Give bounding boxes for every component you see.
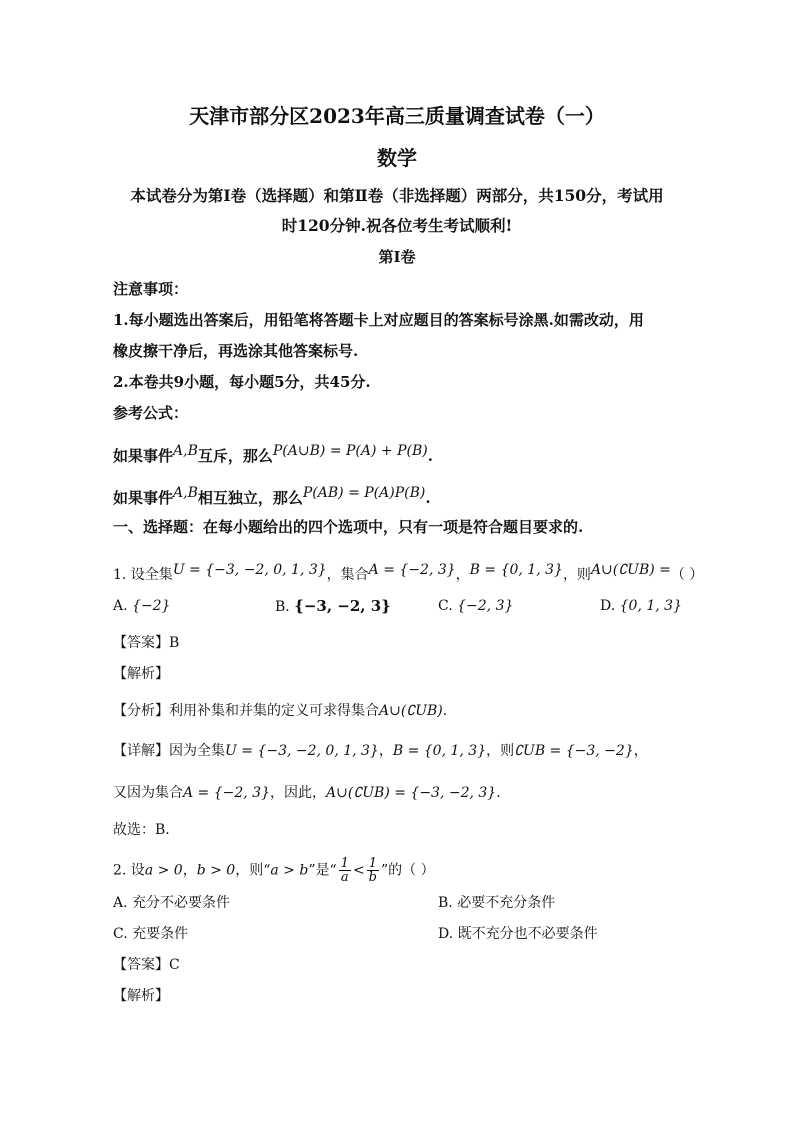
q1-analysis-label: 【解析】	[113, 666, 169, 682]
q2-option-d-label: D.	[438, 926, 454, 942]
q1-answer: 【答案】B	[113, 635, 180, 651]
q1-sep: ，	[455, 567, 470, 583]
q2-option-a-label: A.	[113, 895, 128, 911]
q1-paren: （ ）	[670, 567, 704, 583]
q1-set-a: A = {−2, 3}	[368, 562, 456, 578]
part-title: 第Ⅰ卷	[378, 248, 416, 266]
q1-fenxi-label: 【分析】	[113, 703, 169, 719]
q2-option-b	[438, 893, 555, 913]
formula-1-events: A,B	[173, 443, 198, 459]
q1-line2-mid: ，因此，	[270, 785, 327, 801]
q2-option-a-text: 充分不必要条件	[132, 895, 231, 911]
formula-heading: 参考公式：	[113, 404, 189, 422]
q1-line2-set-a: A = {−2, 3}	[183, 785, 271, 801]
q2-condition-b: b > 0	[196, 862, 236, 879]
q1-xiangjie-then: ，则	[486, 743, 515, 759]
q1-option-b-label: B.	[275, 599, 290, 615]
q1-xiangjie-label: 【详解】	[113, 743, 169, 759]
q1-fenxi: 【分析】利用补集和并集的定义可求得集合A∪(∁UB).	[113, 703, 448, 719]
q1-option-b	[275, 596, 391, 617]
question-2-stem: 2. 设a > 0，b > 0，则“a > b”是“ $\frac{1}{a}$ < $\frac{1}{b}$ ”的（ ）	[113, 856, 435, 885]
q1-stem-b: ，集合	[326, 567, 369, 583]
formula-1-prefix: 如果事件	[113, 447, 174, 465]
q1-fenxi-text: 利用补集和并集的定义可求得集合	[169, 703, 379, 719]
q1-xiangjie-complement: ∁UB = {−3, −2}	[514, 743, 634, 759]
q2-stem-c: ”是“	[308, 862, 337, 879]
formula-2-expression: P(AB) = P(A)P(B)	[302, 485, 426, 501]
q1-option-b-text: {−3, −2, 3}	[294, 597, 391, 615]
q1-option-c-label: C.	[438, 598, 453, 614]
notes-item-1-line-1: 1.每小题选出答案后，用铅笔将答题卡上对应题目的答案标号涂黑.如需改动，用	[113, 311, 644, 329]
q1-stem-a: 1. 设全集	[113, 567, 173, 583]
question-1-stem	[113, 560, 703, 585]
q1-option-d	[600, 596, 682, 616]
notes-item-1-line-2: 橡皮擦干净后，再选涂其他答案标号.	[113, 342, 359, 360]
q2-fraction-a: $\frac{1}{a}$	[340, 856, 349, 885]
formula-2-mid: 相互独立，那么	[197, 489, 303, 507]
q1-conclusion: 故选：B.	[113, 822, 170, 838]
q1-xiangjie-universal: U = {−3, −2, 0, 1, 3}	[225, 743, 379, 759]
q2-option-b-label: B.	[438, 895, 453, 911]
q1-option-a-label: A.	[113, 598, 128, 614]
intro-line-2: 时120分钟.祝各位考生考试顺利!	[281, 216, 513, 235]
exam-title: 天津市部分区2023年高三质量调查试卷（一）	[189, 104, 605, 128]
q1-option-a	[113, 596, 170, 616]
q2-relation: a > b	[270, 862, 309, 879]
q1-xiangjie: 【详解】因为全集U = {−3, −2, 0, 1, 3}，B = {0, 1, 3}，则∁UB = {−3, −2}，	[113, 743, 648, 759]
q2-fraction-b: $\frac{1}{b}$	[368, 856, 377, 885]
q1-option-c	[438, 596, 513, 616]
formula-1-expression: P(A∪B) = P(A) + P(B)	[272, 443, 428, 459]
q1-option-c-text: {−2, 3}	[457, 598, 514, 614]
q1-option-a-text: {−2}	[132, 598, 171, 614]
q2-stem-d: ”的（ ）	[381, 862, 435, 879]
formula-2-events: A,B	[173, 485, 198, 501]
q2-stem-a: 2. 设	[113, 862, 145, 879]
q1-fenxi-expression: A∪(∁UB)	[379, 703, 443, 719]
formula-2-prefix: 如果事件	[113, 489, 174, 507]
q2-option-a	[113, 893, 230, 913]
q2-option-d-text: 既不充分也不必要条件	[457, 926, 598, 942]
section-title: 一、选择题：在每小题给出的四个选项中，只有一项是符合题目要求的.	[113, 518, 584, 536]
q2-option-b-text: 必要不充分条件	[457, 895, 556, 911]
formula-1: 如果事件A,B互斥，那么P(A∪B) = P(A) + P(B).	[113, 443, 433, 465]
q2-stem-b: ，则“	[235, 862, 271, 879]
q2-analysis-label: 【解析】	[113, 988, 169, 1004]
q1-xiangjie-set-b: B = {0, 1, 3}	[392, 743, 487, 759]
formula-1-mid: 互斥，那么	[197, 447, 273, 465]
q1-line2-text: 又因为集合	[113, 785, 183, 801]
q2-option-c	[113, 924, 188, 944]
q1-universal-set: U = {−3, −2, 0, 1, 3}	[172, 562, 327, 578]
q1-xiangjie-line-2: 又因为集合A = {−2, 3}，因此，A∪(∁UB) = {−3, −2, 3}.	[113, 785, 501, 801]
q2-answer: 【答案】C	[113, 957, 180, 973]
q2-condition-a: a > 0	[144, 862, 183, 879]
q1-option-d-text: {0, 1, 3}	[619, 598, 682, 614]
q1-line2-expression: A∪(∁UB) = {−3, −2, 3}	[326, 785, 497, 801]
formula-2: 如果事件A,B相互独立，那么P(AB) = P(A)P(B).	[113, 485, 431, 507]
q1-xiangjie-text: 因为全集	[169, 743, 225, 759]
q2-option-d	[438, 924, 598, 944]
intro-line-1: 本试卷分为第Ⅰ卷（选择题）和第Ⅱ卷（非选择题）两部分，共150分，考试用	[130, 186, 664, 205]
q2-option-c-text: 充要条件	[132, 926, 189, 942]
q1-expression: A∪(∁UB) =	[590, 562, 671, 578]
q1-option-d-label: D.	[600, 598, 616, 614]
subject-title: 数学	[377, 146, 417, 170]
q1-stem-c: ，则	[562, 567, 591, 583]
notes-item-2: 2.本卷共9小题，每小题5分，共45分.	[113, 373, 371, 391]
q1-set-b: B = {0, 1, 3}	[469, 562, 563, 578]
q2-option-c-label: C.	[113, 926, 128, 942]
notes-heading: 注意事项：	[113, 280, 189, 298]
